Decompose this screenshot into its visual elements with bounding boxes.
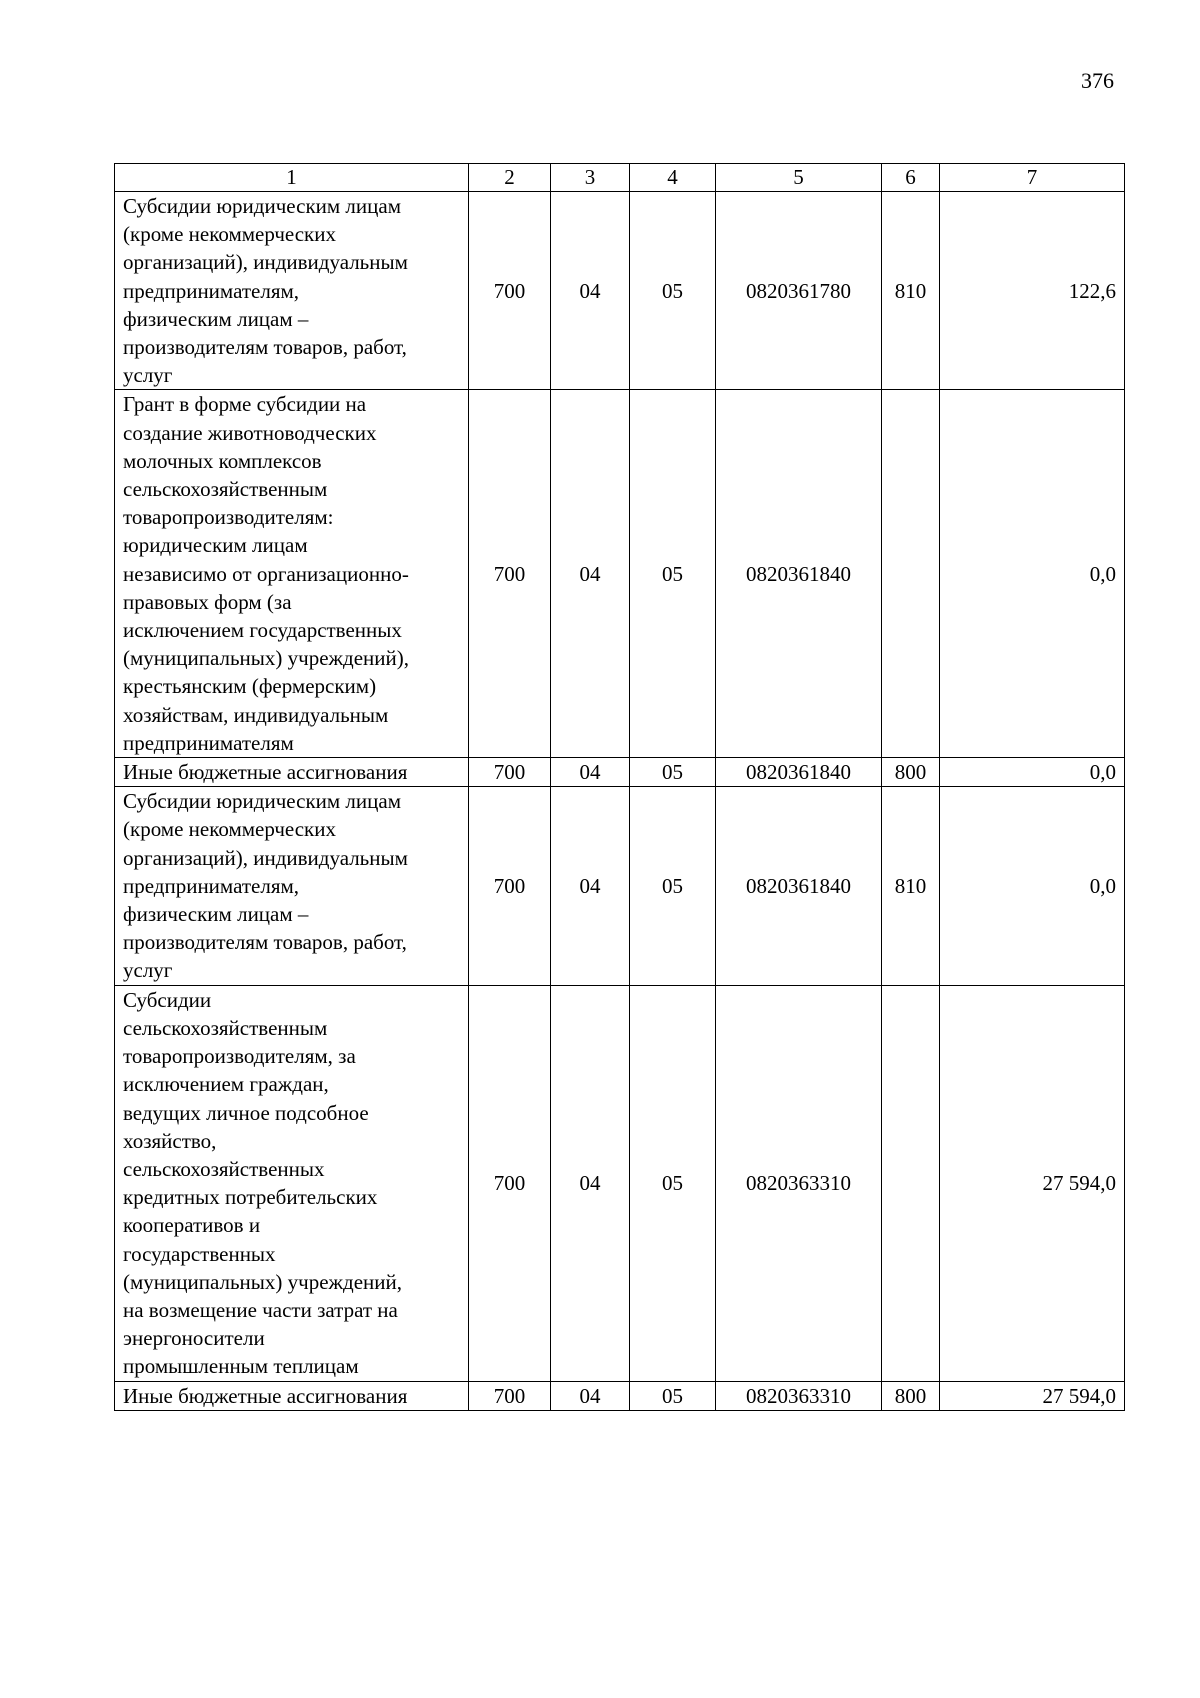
description-line: независимо от организационно- (123, 561, 409, 586)
row-code-subsection: 04 (551, 1381, 630, 1410)
row-code-subsection: 04 (551, 758, 630, 787)
budget-table (114, 163, 1125, 1411)
row-description (115, 985, 469, 1381)
row-amount: 0,0 (940, 390, 1125, 758)
row-description (115, 758, 469, 787)
description-line: крестьянским (фермерским) (123, 674, 377, 699)
row-code-subsection: 04 (551, 192, 630, 390)
row-code-section: 700 (469, 787, 551, 985)
table-body (115, 192, 1125, 1411)
row-description (115, 1381, 469, 1410)
description-line: энергоносители (123, 1326, 265, 1351)
row-target-article: 0820361840 (716, 758, 882, 787)
row-code-item: 05 (630, 758, 716, 787)
row-expense-type (882, 390, 940, 758)
row-expense-type: 800 (882, 758, 940, 787)
description-line: хозяйство, (123, 1128, 217, 1153)
description-line: кооперативов и (123, 1213, 261, 1238)
table-row (115, 758, 1125, 787)
description-line: Субсидии (123, 987, 212, 1012)
row-description (115, 787, 469, 985)
header-col-4: 4 (630, 164, 716, 192)
description-line: промышленным теплицам (123, 1354, 359, 1379)
header-col-2: 2 (469, 164, 551, 192)
description-line: товаропроизводителям: (123, 505, 334, 530)
row-expense-type: 810 (882, 192, 940, 390)
description-line: сельскохозяйственным (123, 1015, 328, 1040)
description-line: (муниципальных) учреждений, (123, 1269, 402, 1294)
row-code-section: 700 (469, 192, 551, 390)
header-col-6: 6 (882, 164, 940, 192)
row-code-section: 700 (469, 758, 551, 787)
row-code-subsection: 04 (551, 787, 630, 985)
row-amount: 27 594,0 (940, 1381, 1125, 1410)
description-line: сельскохозяйственных (123, 1156, 325, 1181)
description-line: Иные бюджетные ассигнования (123, 1383, 408, 1408)
table-row (115, 192, 1125, 390)
description-line: (муниципальных) учреждений), (123, 646, 409, 671)
description-line: на возмещение части затрат на (123, 1297, 398, 1322)
description-line: исключением граждан, (123, 1072, 329, 1097)
row-amount: 122,6 (940, 192, 1125, 390)
header-col-7: 7 (940, 164, 1125, 192)
row-description (115, 192, 469, 390)
description-line: сельскохозяйственным (123, 477, 328, 502)
description-line: Иные бюджетные ассигнования (123, 760, 408, 785)
description-line: молочных комплексов (123, 448, 322, 473)
row-target-article: 0820363310 (716, 985, 882, 1381)
header-col-1: 1 (115, 164, 469, 192)
description-line: государственных (123, 1241, 276, 1266)
description-line: производителям товаров, работ, (123, 335, 407, 360)
table-row (115, 787, 1125, 985)
description-line: правовых форм (за (123, 589, 292, 614)
row-expense-type: 810 (882, 787, 940, 985)
description-line: создание животноводческих (123, 420, 377, 445)
description-line: предпринимателям, (123, 873, 300, 898)
description-line: услуг (123, 958, 173, 983)
page-number: 376 (1081, 68, 1114, 93)
description-line: (кроме некоммерческих (123, 222, 336, 247)
row-code-subsection: 04 (551, 985, 630, 1381)
description-line: услуг (123, 363, 173, 388)
row-code-section: 700 (469, 390, 551, 758)
description-line: (кроме некоммерческих (123, 817, 336, 842)
description-line: организаций), индивидуальным (123, 250, 408, 275)
description-line: товаропроизводителям, за (123, 1044, 356, 1069)
row-code-item: 05 (630, 1381, 716, 1410)
description-line: кредитных потребительских (123, 1185, 378, 1210)
row-target-article: 0820363310 (716, 1381, 882, 1410)
row-code-item: 05 (630, 985, 716, 1381)
description-line: предпринимателям, (123, 278, 300, 303)
header-col-5: 5 (716, 164, 882, 192)
description-line: Грант в форме субсидии на (123, 392, 367, 417)
row-target-article: 0820361840 (716, 787, 882, 985)
description-line: Субсидии юридическим лицам (123, 194, 401, 218)
description-line: организаций), индивидуальным (123, 845, 408, 870)
row-code-item: 05 (630, 192, 716, 390)
table-row (115, 1381, 1125, 1410)
row-target-article: 0820361780 (716, 192, 882, 390)
row-amount: 0,0 (940, 787, 1125, 985)
row-amount: 0,0 (940, 758, 1125, 787)
row-target-article: 0820361840 (716, 390, 882, 758)
description-line: ведущих личное подсобное (123, 1100, 369, 1125)
row-code-item: 05 (630, 787, 716, 985)
description-line: хозяйствам, индивидуальным (123, 702, 389, 727)
row-code-subsection: 04 (551, 390, 630, 758)
description-line: физическим лицам – (123, 306, 309, 331)
description-line: предпринимателям (123, 730, 294, 755)
header-col-3: 3 (551, 164, 630, 192)
table-row (115, 985, 1125, 1381)
row-amount: 27 594,0 (940, 985, 1125, 1381)
description-line: юридическим лицам (123, 533, 308, 558)
row-code-section: 700 (469, 985, 551, 1381)
row-expense-type (882, 985, 940, 1381)
description-line: исключением государственных (123, 618, 402, 643)
description-line: физическим лицам – (123, 902, 309, 927)
row-code-item: 05 (630, 390, 716, 758)
header-row (115, 164, 1125, 192)
description-line: производителям товаров, работ, (123, 930, 407, 955)
row-description (115, 390, 469, 758)
row-code-section: 700 (469, 1381, 551, 1410)
table-row (115, 390, 1125, 758)
row-expense-type: 800 (882, 1381, 940, 1410)
description-line: Субсидии юридическим лицам (123, 789, 401, 814)
